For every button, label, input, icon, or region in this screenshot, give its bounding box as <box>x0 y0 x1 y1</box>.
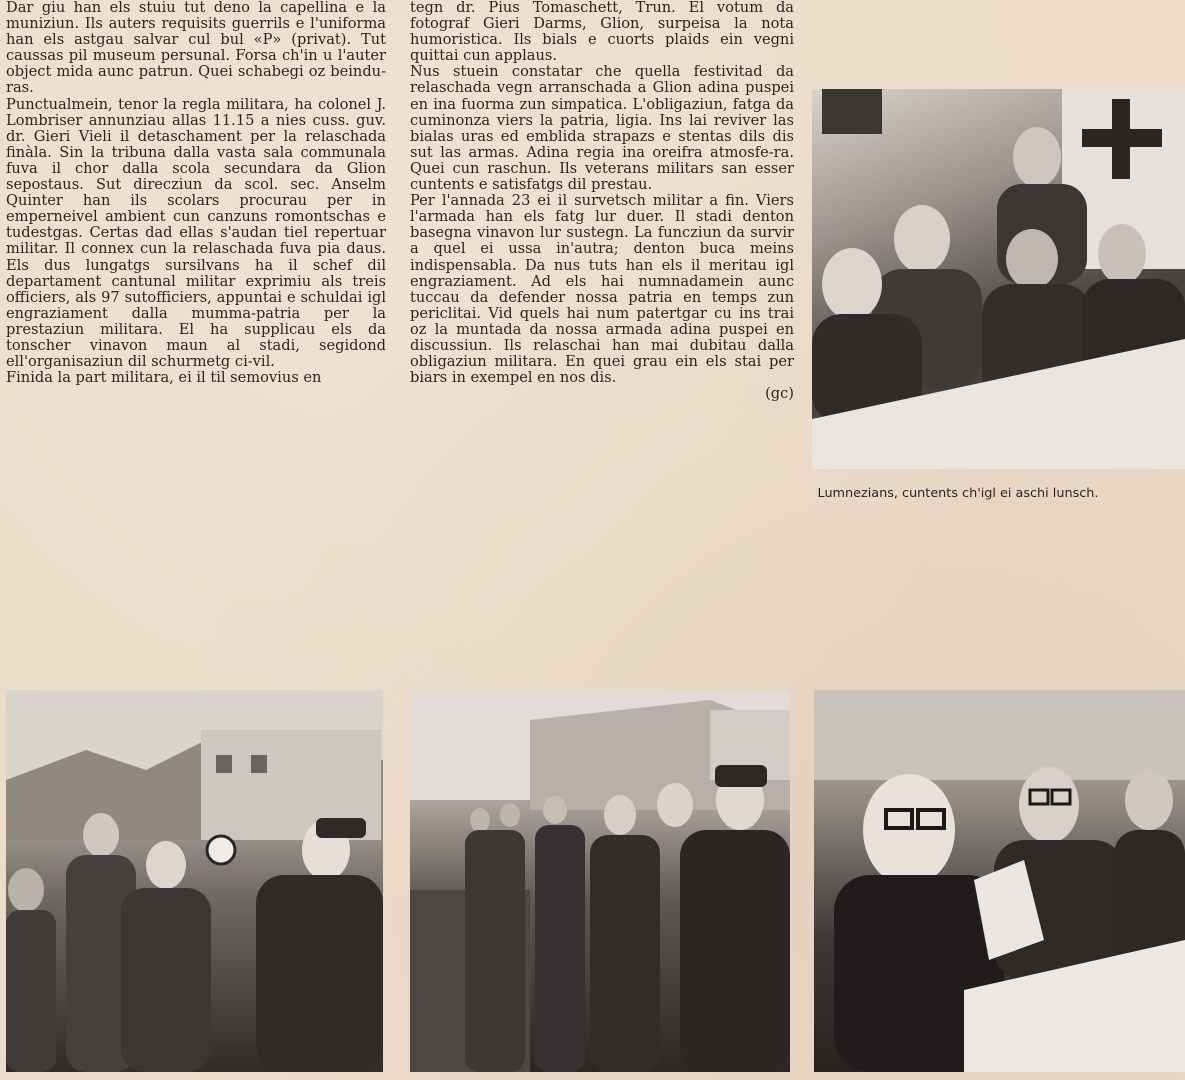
photo-caption: Lumnezians, cuntents ch'igl ei aschi lunsch. <box>817 486 1099 501</box>
article-column-middle <box>410 0 794 440</box>
men-at-table-photo <box>812 89 1185 469</box>
paragraph: Finida la part militara, ei il til semovius en <box>6 369 322 387</box>
paragraph: Nus stuein constatar che quella festivitad da relaschada vegn arranschada a Glion adina puspei en ina fuorma zun simpatica. L'obligaziun, fatga da cuminonza viers la patria, ligia. Ins lai reviver las bialas uras ed emblida strapazs e stentas dils dis sut las armas. Adina regia ina oreifra atmosfe-ra. Quei cun raschun. Ils veterans militars san esser cuntents e satisfatgs dil prestau. <box>410 63 794 194</box>
paragraph: tegn dr. Pius Tomaschett, Trun. El votum da fotograf Gieri Darms, Glion, surpeisa la nota humoristica. Ils bials e cuorts plaids ein vegni quittai cun applaus. <box>410 0 794 65</box>
photo-illustration <box>814 690 1185 1072</box>
author-signoff: (gc) <box>765 385 794 403</box>
photo-illustration <box>812 89 1185 469</box>
paragraph: Punctualmein, tenor la regla militara, ha colonel J. Lombriser annunziau allas 11.15 a nies cuss. guv. dr. Gieri Vieli il detaschament per la relaschada finàla. Sin la tribuna dalla vasta sala communala fuva il chor dalla scola secundara da Glion sepostaus. Sut direcziun da scol. sec. Anselm Quinter han ils scolars procurau per in emperneivel ambient cun canzuns romontschas e tudestgas. Certas dad ellas s'audan tiel repertuar militar. Il connex cun la relaschada fuva pia daus. Els dus lungatgs sursilvans ha il schef dil departament cantunal militar exprimiu als treis officiers, als 97 sutofficiers, appuntai e schuldai igl engraziament dalla mumma-patria per la prestaziun militara. El ha supplicau els da tonscher vinavon maun al stadi, segidond ell'organisaziun dil schurmetg ci-vil. <box>6 95 386 371</box>
paragraph: Dar giu han els stuiu tut deno la capellina e la muniziun. Ils auters requisits guerrils e l'uniforma han els astgau salvar cul bul «P» (privat). Tut caussas pil museum persunal. Forsa ch'in u l'auter object mida aunc patrun. Quei schabegi oz beindu-ras. <box>6 0 386 97</box>
soldiers-column-photo <box>410 690 790 1072</box>
article-column-left <box>6 0 386 440</box>
signoff-row <box>410 386 794 402</box>
photo-illustration <box>6 690 383 1072</box>
show-through-text <box>812 505 1185 685</box>
soldiers-marching-photo <box>6 690 383 1072</box>
show-through-text <box>6 450 386 680</box>
men-seated-photo <box>814 690 1185 1072</box>
photo-illustration <box>410 690 790 1072</box>
show-through-text <box>400 450 800 680</box>
paragraph: Per l'annada 23 ei il survetsch militar a fin. Viers l'armada han els fatg lur duer. Il stadi denton basegna vinavon lur sustegn. La funcziun da survir a quel ei ussa in'autra; denton buca meins indispensabla. Da nus tuts han els il meritau igl engraziament. Ad els hai numnadamein aunc tuccau da defender nossa patria en temps zun periclitai. Vid quels hai num patertgar cu ins trai oz la muntada da nossa armada adina puspei en discussiun. Ils relaschai han mai dubitau dalla obligaziun militara. En quei grau ein els stai per biars in exempel en nos dis. <box>410 192 794 387</box>
